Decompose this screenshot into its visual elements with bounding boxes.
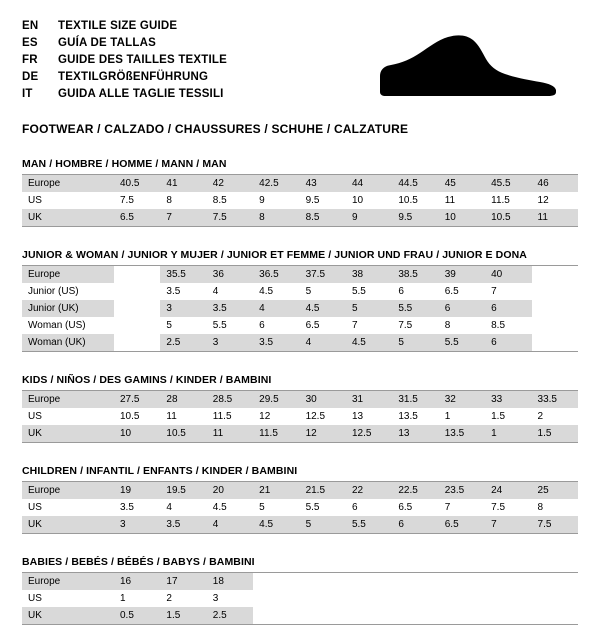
size-cell: 12	[532, 192, 578, 209]
row-label: US	[22, 192, 114, 209]
size-cell: 31	[346, 391, 392, 408]
row-label: Woman (US)	[22, 317, 114, 334]
size-table	[22, 266, 578, 351]
size-tables-container	[22, 158, 578, 625]
language-title: GUÍA DE TALLAS	[58, 37, 156, 49]
size-cell: 10.5	[160, 425, 206, 442]
size-table-group	[22, 556, 578, 625]
size-cell: 6	[346, 499, 392, 516]
size-cell: 9.5	[300, 192, 346, 209]
size-cell: 9	[253, 192, 299, 209]
size-cell: 2	[532, 408, 578, 425]
size-cell: 18	[207, 573, 253, 590]
size-cell: 23.5	[439, 482, 485, 499]
size-cell: 40	[485, 266, 531, 283]
size-cell: 45.5	[485, 175, 531, 192]
size-cell: 12	[300, 425, 346, 442]
table-row	[22, 607, 578, 624]
size-cell	[532, 590, 578, 607]
size-cell	[300, 590, 346, 607]
size-cell: 3.5	[160, 283, 206, 300]
size-cell: 42	[207, 175, 253, 192]
size-cell: 7.5	[532, 516, 578, 533]
size-cell	[532, 283, 578, 300]
size-table-group	[22, 249, 578, 352]
row-label: UK	[22, 425, 114, 442]
size-cell	[114, 317, 160, 334]
size-cell: 44.5	[392, 175, 438, 192]
size-cell: 6.5	[439, 283, 485, 300]
size-cell: 42.5	[253, 175, 299, 192]
size-cell	[532, 334, 578, 351]
size-cell: 27.5	[114, 391, 160, 408]
size-cell: 1	[439, 408, 485, 425]
row-label: US	[22, 408, 114, 425]
size-cell	[532, 266, 578, 283]
size-cell	[392, 573, 438, 590]
size-cell	[253, 607, 299, 624]
size-cell: 22	[346, 482, 392, 499]
size-cell	[485, 573, 531, 590]
size-cell	[439, 573, 485, 590]
size-cell: 5.5	[207, 317, 253, 334]
size-cell: 2	[160, 590, 206, 607]
size-cell: 4.5	[300, 300, 346, 317]
size-cell: 4	[207, 516, 253, 533]
size-cell: 5.5	[392, 300, 438, 317]
size-cell: 4.5	[346, 334, 392, 351]
size-cell: 6	[439, 300, 485, 317]
size-cell	[114, 283, 160, 300]
size-cell	[346, 573, 392, 590]
size-table-heading: KIDS / NIÑOS / DES GAMINS / KINDER / BAMBINI	[22, 374, 578, 391]
size-cell: 36.5	[253, 266, 299, 283]
language-code: EN	[22, 20, 39, 32]
size-cell: 8.5	[207, 192, 253, 209]
size-cell: 6	[253, 317, 299, 334]
size-cell: 5.5	[439, 334, 485, 351]
row-label: Junior (UK)	[22, 300, 114, 317]
row-label: Europe	[22, 482, 114, 499]
size-cell: 1.5	[160, 607, 206, 624]
size-cell: 8	[160, 192, 206, 209]
size-cell	[392, 607, 438, 624]
size-cell: 33	[485, 391, 531, 408]
size-cell: 9	[346, 209, 392, 226]
size-table	[22, 573, 578, 624]
size-cell: 5	[160, 317, 206, 334]
size-cell: 1.5	[532, 425, 578, 442]
size-cell: 4	[207, 283, 253, 300]
size-cell: 39	[439, 266, 485, 283]
language-title: GUIDE DES TAILLES TEXTILE	[58, 54, 227, 66]
language-code: IT	[22, 88, 33, 100]
size-cell: 12	[253, 408, 299, 425]
language-title: TEXTILGRÖßENFÜHRUNG	[58, 71, 209, 83]
size-cell: 11.5	[207, 408, 253, 425]
language-row	[22, 86, 227, 102]
row-label: Europe	[22, 175, 114, 192]
table-row	[22, 300, 578, 317]
size-cell: 43	[300, 175, 346, 192]
size-cell: 3.5	[207, 300, 253, 317]
language-title: GUIDA ALLE TAGLIE TESSILI	[58, 88, 224, 100]
table-row	[22, 573, 578, 590]
size-cell	[532, 300, 578, 317]
table-row	[22, 175, 578, 192]
size-cell: 37.5	[300, 266, 346, 283]
size-cell: 33.5	[532, 391, 578, 408]
size-cell: 5	[253, 499, 299, 516]
size-cell: 7	[485, 283, 531, 300]
size-cell	[439, 607, 485, 624]
size-cell: 3.5	[114, 499, 160, 516]
size-cell: 24	[485, 482, 531, 499]
size-cell: 7	[346, 317, 392, 334]
size-cell: 17	[160, 573, 206, 590]
size-cell: 20	[207, 482, 253, 499]
size-table-heading: JUNIOR & WOMAN / JUNIOR Y MUJER / JUNIOR ET FEMME / JUNIOR UND FRAU / JUNIOR E DONA	[22, 249, 578, 266]
size-cell: 13.5	[392, 408, 438, 425]
table-row	[22, 425, 578, 442]
size-cell: 11.5	[253, 425, 299, 442]
size-cell: 5.5	[300, 499, 346, 516]
size-cell: 28	[160, 391, 206, 408]
table-row	[22, 516, 578, 533]
size-cell: 12.5	[346, 425, 392, 442]
size-cell: 10.5	[114, 408, 160, 425]
language-title-list	[22, 18, 227, 103]
size-cell: 9.5	[392, 209, 438, 226]
size-cell	[485, 607, 531, 624]
size-cell: 3	[207, 590, 253, 607]
size-table	[22, 482, 578, 533]
language-code: DE	[22, 71, 39, 83]
size-table-group	[22, 465, 578, 534]
size-cell: 4	[253, 300, 299, 317]
table-divider	[22, 442, 578, 443]
size-cell: 28.5	[207, 391, 253, 408]
language-row	[22, 52, 227, 68]
size-cell	[114, 334, 160, 351]
language-row	[22, 35, 227, 51]
size-cell: 4.5	[253, 516, 299, 533]
size-cell: 13.5	[439, 425, 485, 442]
size-cell: 46	[532, 175, 578, 192]
size-cell: 30	[300, 391, 346, 408]
language-title: TEXTILE SIZE GUIDE	[58, 20, 178, 32]
size-cell: 40.5	[114, 175, 160, 192]
dress-shoe-icon	[372, 26, 572, 106]
size-cell: 6	[392, 283, 438, 300]
size-cell: 44	[346, 175, 392, 192]
row-label: Europe	[22, 573, 114, 590]
size-cell: 8	[532, 499, 578, 516]
size-cell	[532, 317, 578, 334]
size-cell: 11	[160, 408, 206, 425]
size-table-heading: CHILDREN / INFANTIL / ENFANTS / KINDER / BAMBINI	[22, 465, 578, 482]
size-cell: 1	[114, 590, 160, 607]
footwear-section-title: FOOTWEAR / CALZADO / CHAUSSURES / SCHUHE / CALZATURE	[22, 122, 409, 136]
table-row	[22, 317, 578, 334]
size-cell: 2.5	[160, 334, 206, 351]
size-cell: 7.5	[207, 209, 253, 226]
row-label: UK	[22, 209, 114, 226]
size-cell	[253, 573, 299, 590]
size-cell: 3	[207, 334, 253, 351]
size-cell: 35.5	[160, 266, 206, 283]
size-cell: 10.5	[485, 209, 531, 226]
size-cell: 8	[439, 317, 485, 334]
size-cell	[346, 607, 392, 624]
size-cell: 7.5	[485, 499, 531, 516]
size-table-group	[22, 158, 578, 227]
size-cell	[532, 573, 578, 590]
size-cell: 6	[485, 300, 531, 317]
size-cell: 3.5	[160, 516, 206, 533]
size-cell: 6.5	[114, 209, 160, 226]
row-label: US	[22, 590, 114, 607]
size-cell: 11.5	[485, 192, 531, 209]
size-cell: 10	[114, 425, 160, 442]
language-row	[22, 69, 227, 85]
size-cell: 11	[439, 192, 485, 209]
size-cell: 6	[485, 334, 531, 351]
size-cell	[392, 590, 438, 607]
size-cell: 1.5	[485, 408, 531, 425]
size-cell: 7	[485, 516, 531, 533]
table-row	[22, 590, 578, 607]
row-label: UK	[22, 516, 114, 533]
size-cell: 4	[160, 499, 206, 516]
row-label: UK	[22, 607, 114, 624]
table-row	[22, 499, 578, 516]
size-cell: 5	[300, 516, 346, 533]
size-cell: 22.5	[392, 482, 438, 499]
size-cell: 13	[392, 425, 438, 442]
table-row	[22, 209, 578, 226]
size-cell: 5.5	[346, 283, 392, 300]
row-label: Junior (US)	[22, 283, 114, 300]
size-cell: 21.5	[300, 482, 346, 499]
size-cell: 5	[392, 334, 438, 351]
size-cell: 4.5	[253, 283, 299, 300]
language-code: FR	[22, 54, 38, 66]
table-row	[22, 266, 578, 283]
row-label: Europe	[22, 391, 114, 408]
size-table-group	[22, 374, 578, 443]
size-cell: 13	[346, 408, 392, 425]
size-cell: 25	[532, 482, 578, 499]
size-cell: 5	[346, 300, 392, 317]
size-cell: 8.5	[300, 209, 346, 226]
table-row	[22, 482, 578, 499]
size-cell	[300, 607, 346, 624]
size-cell: 2.5	[207, 607, 253, 624]
size-cell	[439, 590, 485, 607]
size-cell: 10.5	[392, 192, 438, 209]
size-cell	[300, 573, 346, 590]
size-table	[22, 175, 578, 226]
size-cell: 3	[114, 516, 160, 533]
size-cell	[114, 266, 160, 283]
size-cell: 8.5	[485, 317, 531, 334]
row-label: Woman (UK)	[22, 334, 114, 351]
size-cell: 38	[346, 266, 392, 283]
size-cell: 10	[346, 192, 392, 209]
size-cell	[346, 590, 392, 607]
size-cell	[532, 607, 578, 624]
size-cell	[485, 590, 531, 607]
size-cell: 19	[114, 482, 160, 499]
language-row	[22, 18, 227, 34]
size-cell: 38.5	[392, 266, 438, 283]
size-cell: 21	[253, 482, 299, 499]
size-cell: 11	[532, 209, 578, 226]
table-divider	[22, 226, 578, 227]
size-cell: 8	[253, 209, 299, 226]
size-cell: 7	[439, 499, 485, 516]
size-cell	[114, 300, 160, 317]
size-cell: 19.5	[160, 482, 206, 499]
size-cell: 7.5	[392, 317, 438, 334]
size-cell: 4.5	[207, 499, 253, 516]
size-cell	[253, 590, 299, 607]
size-cell: 6.5	[439, 516, 485, 533]
size-cell: 0.5	[114, 607, 160, 624]
size-cell: 45	[439, 175, 485, 192]
table-row	[22, 391, 578, 408]
size-cell: 3	[160, 300, 206, 317]
size-cell: 4	[300, 334, 346, 351]
row-label: US	[22, 499, 114, 516]
size-cell: 36	[207, 266, 253, 283]
table-row	[22, 283, 578, 300]
size-cell: 6.5	[300, 317, 346, 334]
size-cell: 31.5	[392, 391, 438, 408]
row-label: Europe	[22, 266, 114, 283]
size-cell: 10	[439, 209, 485, 226]
table-divider	[22, 533, 578, 534]
size-cell: 11	[207, 425, 253, 442]
language-code: ES	[22, 37, 38, 49]
size-cell: 6.5	[392, 499, 438, 516]
size-cell: 41	[160, 175, 206, 192]
table-row	[22, 192, 578, 209]
size-cell: 5	[300, 283, 346, 300]
size-cell: 3.5	[253, 334, 299, 351]
size-cell: 32	[439, 391, 485, 408]
size-table	[22, 391, 578, 442]
table-divider	[22, 351, 578, 352]
size-table-heading: MAN / HOMBRE / HOMME / MANN / MAN	[22, 158, 578, 175]
page-header	[22, 18, 578, 106]
table-row	[22, 408, 578, 425]
size-cell: 1	[485, 425, 531, 442]
size-cell: 7	[160, 209, 206, 226]
size-cell: 6	[392, 516, 438, 533]
size-cell: 16	[114, 573, 160, 590]
size-cell: 29.5	[253, 391, 299, 408]
size-table-heading: BABIES / BEBÉS / BÉBÉS / BABYS / BAMBINI	[22, 556, 578, 573]
table-row	[22, 334, 578, 351]
size-cell: 5.5	[346, 516, 392, 533]
size-cell: 7.5	[114, 192, 160, 209]
size-cell: 12.5	[300, 408, 346, 425]
